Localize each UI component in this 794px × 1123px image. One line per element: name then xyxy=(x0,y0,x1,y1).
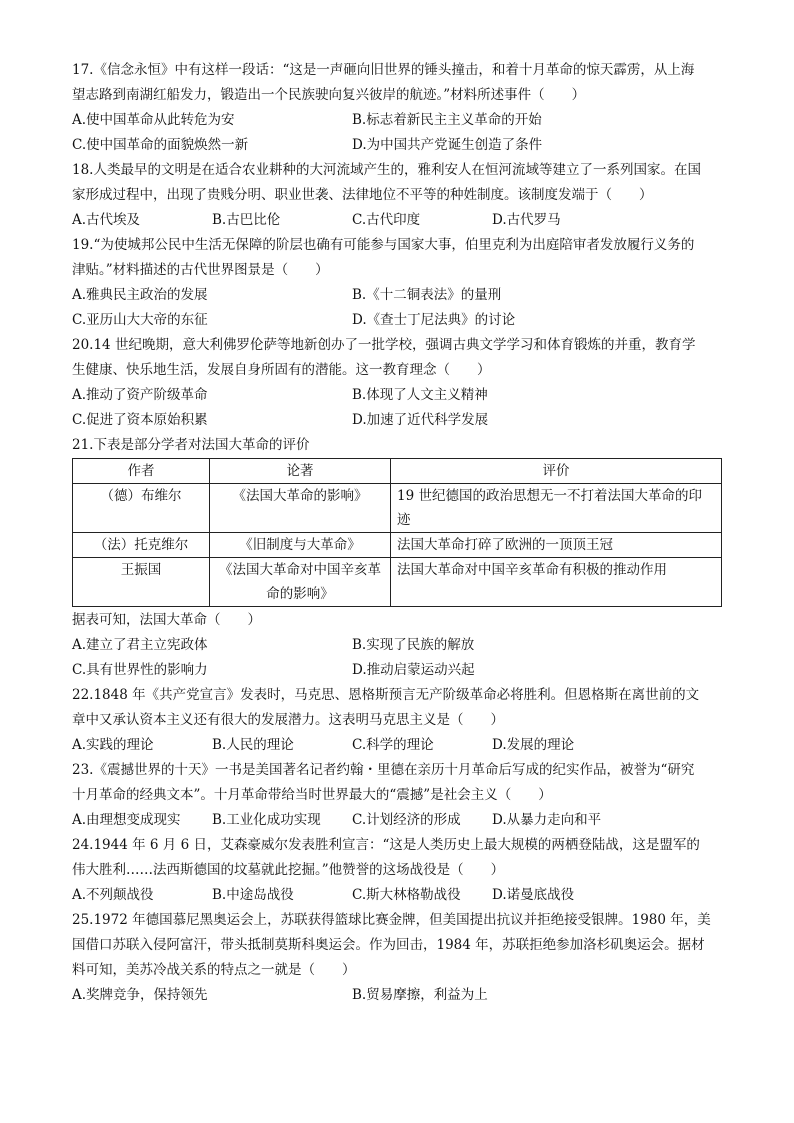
question-text: 家形成过程中，出现了贵贱分明、职业世袭、法律地位不平等的种姓制度。该制度发端于（ ） xyxy=(72,187,653,203)
options-row xyxy=(72,133,722,158)
question-text: 伟大胜利……法西斯德国的坟墓就此挖掘。”他赞誉的这场战役是（ ） xyxy=(72,862,505,878)
question-18 xyxy=(72,158,722,233)
options-row xyxy=(72,983,722,1008)
question-text: 国借口苏联入侵阿富汗，带头抵制莫斯科奥运会。作为回击，1984 年，苏联拒绝参加洛杉矶奥运会。据材 xyxy=(72,937,705,953)
question-text: 望志路到南湖红船发力，锻造出一个民族驶向复兴彼岸的航迹。”材料所述事件（ ） xyxy=(72,87,586,103)
option-c: C.使中国革命的面貌焕然一新 xyxy=(72,137,249,153)
option-d: D.诺曼底战役 xyxy=(492,887,575,903)
question-text: 17.《信念永恒》中有这样一段话：“这是一声砸向旧世界的锤头撞击，和着十月革命的惊天霹雳，从上海 xyxy=(72,62,695,78)
option-a: A.雅典民主政治的发展 xyxy=(72,287,208,303)
option-b: B.《十二铜表法》的量刑 xyxy=(352,287,502,303)
table-row xyxy=(73,558,722,607)
question-22 xyxy=(72,683,722,758)
option-d: D.为中国共产党诞生创造了条件 xyxy=(352,137,543,153)
question-text: 23.《震撼世界的十天》一书是美国著名记者约翰・里德在亲历十月革命后写成的纪实作品，被誉为“研究 xyxy=(72,762,695,778)
options-row xyxy=(72,208,722,233)
option-d: D.古代罗马 xyxy=(492,212,561,228)
table-cell-evaluation: 法国大革命对中国辛亥革命有积极的推动作用 xyxy=(391,558,722,607)
option-c: C.计划经济的形成 xyxy=(352,812,461,828)
option-d: D.加速了近代科学发展 xyxy=(352,412,489,428)
column-header-work: 论著 xyxy=(210,459,391,484)
option-c: C.科学的理论 xyxy=(352,737,434,753)
question-text: 24.1944 年 6 月 6 日，艾森豪威尔发表胜利宣言：“这是人类历史上最大规模的两栖登陆战，这是盟军的 xyxy=(72,837,700,853)
question-text: 21.下表是部分学者对法国大革命的评价 xyxy=(72,437,310,453)
question-text: 津贴。”材料描述的古代世界图景是（ ） xyxy=(72,262,329,278)
option-d: D.《查士丁尼法典》的讨论 xyxy=(352,312,516,328)
question-19 xyxy=(72,233,722,333)
option-d: D.推动启蒙运动兴起 xyxy=(352,662,475,678)
option-d: D.从暴力走向和平 xyxy=(492,812,602,828)
option-b: B.工业化成功实现 xyxy=(212,812,321,828)
question-text: 20.14 世纪晚期，意大利佛罗伦萨等地新创办了一批学校，强调古典文学学习和体育锻炼的并重，教育学 xyxy=(72,337,696,353)
option-c: C.具有世界性的影响力 xyxy=(72,662,208,678)
question-text: 据表可知，法国大革命（ ） xyxy=(72,612,261,628)
option-a: A.不列颠战役 xyxy=(72,887,154,903)
table-cell-author: （法）托克维尔 xyxy=(73,533,210,558)
question-text: 生健康、快乐地生活，发展自身所固有的潜能。这一教育理念（ ） xyxy=(72,362,491,378)
column-header-author: 作者 xyxy=(73,459,210,484)
question-text: 22.1848 年《共产党宣言》发表时，马克思、恩格斯预言无产阶级革命必将胜利。但恩格斯在离世前的文 xyxy=(72,687,700,703)
table-cell-work: 《法国大革命的影响》 xyxy=(210,484,391,533)
option-b: B.人民的理论 xyxy=(212,737,294,753)
option-a: A.使中国革命从此转危为安 xyxy=(72,112,235,128)
options-row xyxy=(72,408,722,433)
option-c: C.促进了资本原始积累 xyxy=(72,412,208,428)
table-row xyxy=(73,533,722,558)
table-cell-work: 《法国大革命对中国辛亥革命的影响》 xyxy=(210,558,391,607)
options-row xyxy=(72,108,722,133)
option-a: A.实践的理论 xyxy=(72,737,154,753)
options-row xyxy=(72,808,722,833)
table-cell-evaluation: 19 世纪德国的政治思想无一不打着法国大革命的印迹 xyxy=(391,484,722,533)
question-20 xyxy=(72,333,722,433)
column-header-evaluation: 评价 xyxy=(391,459,722,484)
option-a: A.奖牌竞争，保持领先 xyxy=(72,987,208,1003)
question-23 xyxy=(72,758,722,833)
options-row xyxy=(72,633,722,658)
option-c: C.斯大林格勒战役 xyxy=(352,887,461,903)
option-c: C.古代印度 xyxy=(352,212,421,228)
options-row xyxy=(72,308,722,333)
question-text: 18.人类最早的文明是在适合农业耕种的大河流域产生的，雅利安人在恒河流域等建立了一系列国家。在国 xyxy=(72,162,701,178)
option-b: B.古巴比伦 xyxy=(212,212,281,228)
table-row xyxy=(73,484,722,533)
options-row xyxy=(72,883,722,908)
option-a: A.推动了资产阶级革命 xyxy=(72,387,208,403)
question-text: 25.1972 年德国慕尼黑奥运会上，苏联获得篮球比赛金牌，但美国提出抗议并拒绝接受银牌。1980 年，美 xyxy=(72,912,711,928)
question-text: 料可知，美苏冷战关系的特点之一就是（ ） xyxy=(72,962,356,978)
option-b: B.体现了人文主义精神 xyxy=(352,387,488,403)
table-cell-author: 王振国 xyxy=(73,558,210,607)
option-b: B.标志着新民主主义革命的开始 xyxy=(352,112,542,128)
table-header-row xyxy=(73,459,722,484)
table-cell-evaluation: 法国大革命打碎了欧洲的一顶顶王冠 xyxy=(391,533,722,558)
question-17 xyxy=(72,58,722,158)
question-25 xyxy=(72,908,722,1008)
option-a: A.由理想变成现实 xyxy=(72,812,181,828)
question-text: 十月革命的经典文本”。十月革命带给当时世界最大的“震撼”是社会主义（ ） xyxy=(72,787,552,803)
evaluation-table xyxy=(72,458,722,607)
option-a: A.古代埃及 xyxy=(72,212,141,228)
option-d: D.发展的理论 xyxy=(492,737,575,753)
options-row xyxy=(72,733,722,758)
table-cell-author: （德）布维尔 xyxy=(73,484,210,533)
question-text: 19.“为使城邦公民中生活无保障的阶层也确有可能参与国家大事，伯里克利为出庭陪审者发放履行义务的 xyxy=(72,237,695,253)
option-a: A.建立了君主立宪政体 xyxy=(72,637,208,653)
options-row xyxy=(72,383,722,408)
option-c: C.亚历山大大帝的东征 xyxy=(72,312,208,328)
options-row xyxy=(72,658,722,683)
option-b: B.中途岛战役 xyxy=(212,887,294,903)
options-row xyxy=(72,283,722,308)
option-b: B.贸易摩擦，利益为上 xyxy=(352,987,488,1003)
question-21 xyxy=(72,433,722,683)
table-cell-work: 《旧制度与大革命》 xyxy=(210,533,391,558)
option-b: B.实现了民族的解放 xyxy=(352,637,475,653)
question-24 xyxy=(72,833,722,908)
question-text: 章中又承认资本主义还有很大的发展潜力。这表明马克思主义是（ ） xyxy=(72,712,504,728)
